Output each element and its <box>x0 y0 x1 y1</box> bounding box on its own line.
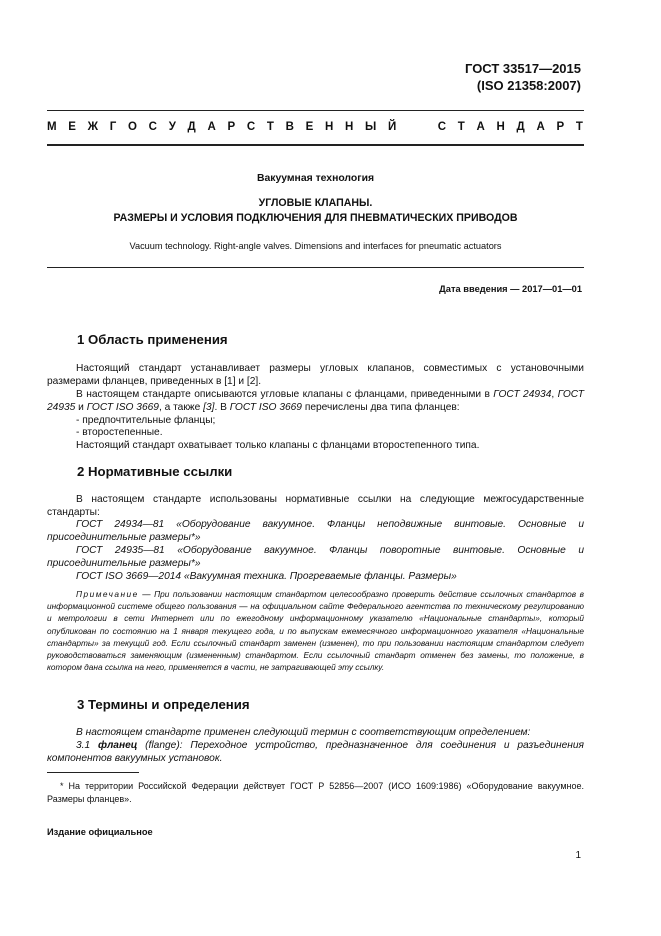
banner-letter: Т <box>575 121 583 133</box>
iso-number: (ISO 21358:2007) <box>476 78 581 93</box>
banner-letter: Е <box>68 121 76 133</box>
official-edition-label: Издание официальное <box>47 827 153 837</box>
title-topic: Вакуумная технология <box>256 173 375 184</box>
section-1-heading: 1 Область применения <box>77 332 228 347</box>
banner-letter: Н <box>496 121 505 133</box>
section-1-paragraph-3: Настоящий стандарт охватывает только клапаны с фланцами второстепенного типа. <box>76 440 480 451</box>
title-line-1: УГЛОВЫЕ КЛАПАНЫ. <box>258 197 373 209</box>
section-1-paragraph-2: В настоящем стандарте описываются угловые клапаны с фланцами, приведенными в ГОСТ 24934, ГОСТ 24935 и ГОСТ ISO 3669, а также [3]. В ГОСТ ISO 3669 перечислены два типа фланцев: <box>47 389 584 414</box>
page-number: 1 <box>575 850 581 861</box>
footnote: * На территории Российской Федерации действует ГОСТ Р 52856—2007 (ИСО 1609:1986) «Оборудование вакуумное. Размеры фланцев». <box>47 781 584 804</box>
reference-gost-24935: ГОСТ 24935—81 «Оборудование вакуумное. Фланцы поворотные винтовые. Основные и присоединительные размеры*» <box>47 545 584 570</box>
banner-letter: Й <box>387 121 397 133</box>
interstate-standard-banner <box>47 121 583 133</box>
section-2-heading: 2 Нормативные ссылки <box>77 464 233 479</box>
section-3-paragraph-1: В настоящем стандарте применен следующий термин с соответствующим определением: <box>76 727 531 738</box>
banner-letter: С <box>437 121 447 133</box>
banner-letter: Д <box>516 121 525 133</box>
banner-letter: С <box>246 121 256 133</box>
banner-rule <box>47 144 584 146</box>
banner-letter: М <box>47 121 57 133</box>
banner-letter: А <box>476 121 485 133</box>
banner-letter: Д <box>187 121 196 133</box>
list-item: - предпочтительные фланцы; <box>76 415 216 426</box>
banner-letter: Г <box>109 121 117 133</box>
section-2-paragraph-1: В настоящем стандарте использованы нормативные ссылки на следующие межгосударственные стандарты: <box>47 494 584 519</box>
banner-letter: Н <box>324 121 334 133</box>
banner-letter: А <box>536 121 545 133</box>
banner-letter: Е <box>305 121 314 133</box>
section-1-paragraph-1: Настоящий стандарт устанавливает размеры угловых клапанов, совместимых с установочными размерами фланцев, приведенных в [1] и [2]. <box>47 363 584 388</box>
banner-letter: У <box>168 121 176 133</box>
banner-letter: Н <box>345 121 354 133</box>
english-title: Vacuum technology. Right-angle valves. Dimensions and interfaces for pneumatic actuators <box>129 241 502 251</box>
banner-letter <box>423 121 426 133</box>
banner-letter: Ы <box>365 121 377 133</box>
reference-gost-iso-3669: ГОСТ ISO 3669—2014 «Вакуумная техника. Прогреваемые фланцы. Размеры» <box>76 571 457 582</box>
title-rule <box>47 267 584 268</box>
standard-number: ГОСТ 33517—2015 <box>465 61 581 76</box>
section-3-heading: 3 Термины и определения <box>77 697 250 712</box>
reference-gost-24934: ГОСТ 24934—81 «Оборудование вакуумное. Фланцы неподвижные винтовые. Основные и присоединительные размеры*» <box>47 519 584 544</box>
top-rule <box>47 110 584 111</box>
banner-letter: Р <box>556 121 565 133</box>
banner-letter: В <box>285 121 294 133</box>
banner-letter: Т <box>266 121 274 133</box>
title-line-2: РАЗМЕРЫ И УСЛОВИЯ ПОДКЛЮЧЕНИЯ ДЛЯ ПНЕВМАТИЧЕСКИХ ПРИВОДОВ <box>113 212 518 224</box>
section-2-note: Примечание — При пользовании настоящим стандартом целесообразно проверить действие ссылочных стандартов в информационной системе общего пользования — на официальном сайте Федерального агентства по техническому регулированию и метрологии в сети Интернет или по ежегодному информационному указателю «Национальные стандарты», который опубликован по состоянию на 1 января текущего года, и по выпускам ежемесячного информационного указателя «Национальные стандарты» за текущий год. Если ссылочный стандарт заменен (изменен), то при пользовании настоящим стандартом следует руководствоваться заменяющим (измененным) стандартом. Если ссылочный стандарт отменен без замены, то положение, в котором дана ссылка на него, применяется в части, не затрагивающей эту ссылку. <box>47 589 584 673</box>
banner-letter: А <box>207 121 216 133</box>
banner-letter: Ж <box>87 121 99 133</box>
term-definition: 3.1 фланец (flange): Переходное устройство, предназначенное для соединения и разъединения компонентов вакуумных установок. <box>47 740 584 765</box>
footnote-rule <box>47 772 139 773</box>
banner-letter <box>408 121 411 133</box>
list-item: - второстепенные. <box>76 427 163 438</box>
banner-letter: Р <box>227 121 236 133</box>
banner-letter: Т <box>457 121 465 133</box>
banner-letter: С <box>148 121 157 133</box>
introduction-date: Дата введения — 2017—01—01 <box>439 284 582 294</box>
banner-letter: О <box>128 121 137 133</box>
